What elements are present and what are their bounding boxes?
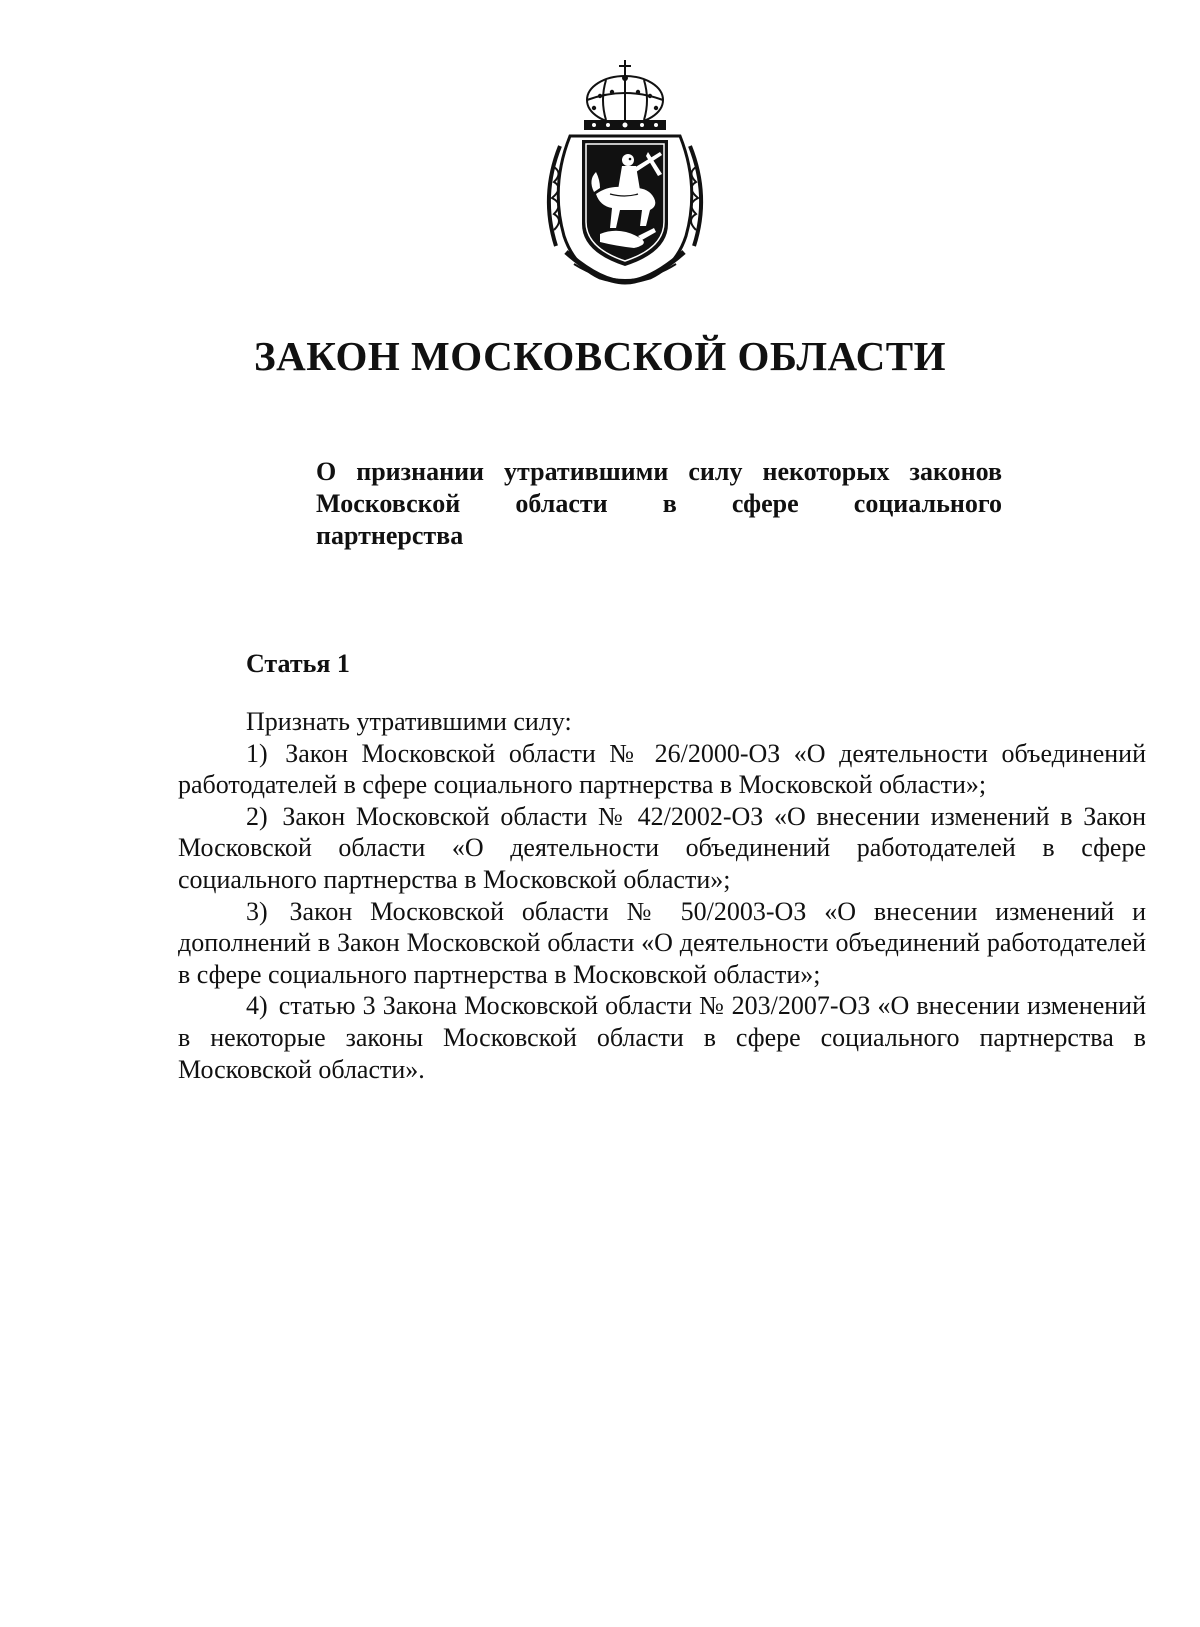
subject-line: Московской области в сфере социального xyxy=(316,489,1002,518)
article-item xyxy=(178,801,1146,896)
law-subject xyxy=(316,456,1002,552)
item-text: Закон Московской области № 42/2002-ОЗ «О внесении изменений в Закон Московской области «О деятельности объединений работодателей в сфере социального партнерства в Московской области»; xyxy=(178,801,1147,894)
item-text: Закон Московской области № 50/2003-ОЗ «О внесении изменений и дополнений в Закон Московской области «О деятельности объединений работодателей в сфере социального партнерства в Московской области»; xyxy=(178,896,1146,989)
subject-line: О признании утратившими силу некоторых законов xyxy=(316,457,1002,486)
item-number: 3) xyxy=(246,896,268,926)
subject-line: партнерства xyxy=(316,521,464,550)
item-number: 2) xyxy=(246,801,268,831)
article-heading: Статья 1 xyxy=(246,649,350,678)
item-number: 4) xyxy=(246,991,268,1021)
article-item xyxy=(178,896,1146,991)
coat-of-arms-icon xyxy=(530,56,720,288)
article-body xyxy=(178,706,1146,1085)
article-item xyxy=(178,738,1146,801)
item-number: 1) xyxy=(246,738,268,768)
item-text: статью 3 Закона Московской области № 203/2007-ОЗ «О внесении изменений в некоторые законы Московской области в сфере социального партнерства в Московской области». xyxy=(178,991,1146,1084)
document-title: ЗАКОН МОСКОВСКОЙ ОБЛАСТИ xyxy=(254,333,946,379)
article-intro: Признать утратившими силу: xyxy=(246,707,572,736)
item-text: Закон Московской области № 26/2000-ОЗ «О деятельности объединений работодателей в сфере социального партнерства в Московской области»; xyxy=(178,738,1147,800)
article-item xyxy=(178,990,1146,1085)
